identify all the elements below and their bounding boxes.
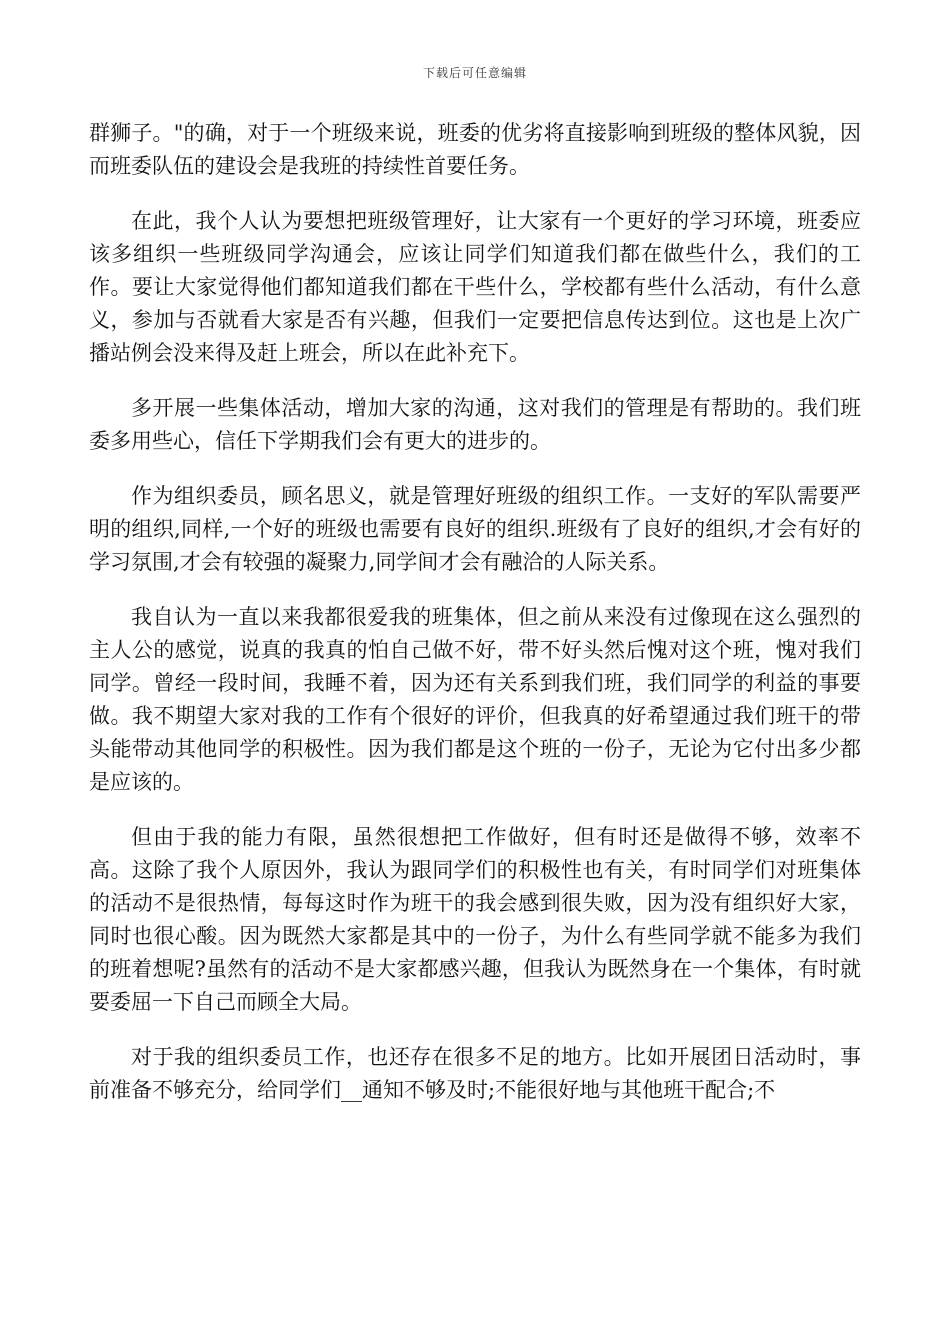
paragraph: 我自认为一直以来我都很爱我的班集体，但之前从来没有过像现在这么强烈的主人公的感觉，说真的我真的怕自己做不好，带不好头然后愧对这个班，愧对我们同学。曾经一段时间，我睡不着，因为还有关系到我们班，我们同学的利益的事要做。我不期望大家对我的工作有个很好的评价，但我真的好希望通过我们班干的带头能带动其他同学的积极性。因为我们都是这个班的一份子，无论为它付出多少都是应该的。	[89, 605, 861, 794]
paragraph: 多开展一些集体活动，增加大家的沟通，这对我们的管理是有帮助的。我们班委多用些心，信任下学期我们会有更大的进步的。	[89, 396, 861, 453]
paragraph-continuation: 群狮子。"的确，对于一个班级来说，班委的优劣将直接影响到班级的整体风貌，因而班委队伍的建设会是我班的持续性首要任务。	[89, 121, 861, 178]
paragraph: 对于我的组织委员工作，也还存在很多不足的地方。比如开展团日活动时，事前准备不够充分，给同学们__通知不够及时;不能很好地与其他班干配合;不	[89, 1045, 861, 1102]
paragraph: 在此，我个人认为要想把班级管理好，让大家有一个更好的学习环境，班委应该多组织一些班级同学沟通会，应该让同学们知道我们都在做些什么，我们的工作。要让大家觉得他们都知道我们都在干些什么，学校都有些什么活动，有什么意义，参加与否就看大家是否有兴趣，但我们一定要把信息传达到位。这也是上次广播站例会没来得及赶上班会，所以在此补充下。	[89, 209, 861, 365]
page-header: 下载后可任意编辑	[422, 66, 527, 80]
paragraph: 作为组织委员，顾名思义，就是管理好班级的组织工作。一支好的军队需要严明的组织,同样,一个好的班级也需要有良好的组织.班级有了良好的组织,才会有好的学习氛围,才会有较强的凝聚力,同学间才会有融洽的人际关系。	[89, 484, 861, 574]
document-body	[89, 117, 861, 1129]
paragraph: 但由于我的能力有限，虽然很想把工作做好，但有时还是做得不够，效率不高。这除了我个人原因外，我认为跟同学们的积极性也有关，有时同学们对班集体的活动不是很热情，每每这时作为班干的我会感到很失败，因为没有组织好大家，同时也很心酸。因为既然大家都是其中的一份子，为什么有些同学就不能多为我们的班着想呢?虽然有的活动不是大家都感兴趣，但我认为既然身在一个集体，有时就要委屈一下自己而顾全大局。	[89, 825, 861, 1014]
